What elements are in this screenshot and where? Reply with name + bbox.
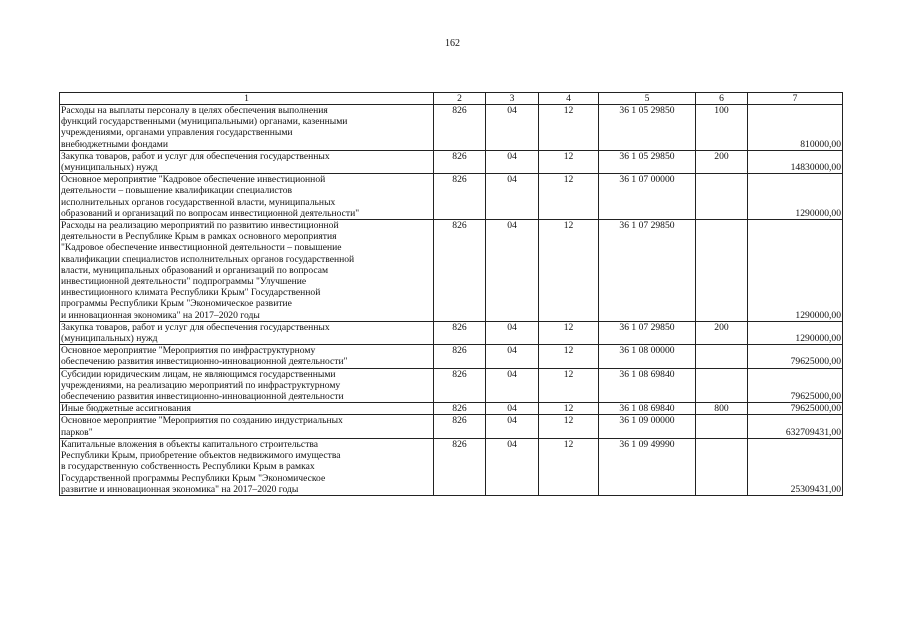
description-line: Капитальные вложения в объекты капитального строительства <box>61 438 319 450</box>
table-row <box>60 220 843 322</box>
code-cell-c5: 36 1 09 49990 <box>599 438 696 495</box>
description-line: Расходы на реализацию мероприятий по развитию инвестиционной <box>61 220 339 232</box>
column-header: 7 <box>748 93 843 105</box>
description-line: Государственной программы Республики Крым "Экономическое <box>61 472 326 484</box>
description-line: развитие и инновационная экономика" на 2017–2020 годы <box>61 483 299 495</box>
row-description <box>60 368 434 403</box>
description-line: Закупка товаров, работ и услуг для обеспечения государственных <box>61 150 330 162</box>
code-cell-c2: 826 <box>434 345 486 368</box>
code-cell-c5: 36 1 07 00000 <box>599 174 696 220</box>
code-cell-c4: 12 <box>539 220 599 322</box>
code-cell-c3: 04 <box>486 105 539 151</box>
table-row <box>60 438 843 495</box>
amount-cell: 25309431,00 <box>748 438 843 495</box>
row-description <box>60 345 434 368</box>
table-header-row <box>60 93 843 105</box>
description-line: Закупка товаров, работ и услуг для обеспечения государственных <box>61 321 330 333</box>
column-header: 4 <box>539 93 599 105</box>
column-header: 3 <box>486 93 539 105</box>
code-cell-c5: 36 1 09 00000 <box>599 415 696 438</box>
code-cell-c3: 04 <box>486 368 539 403</box>
amount-cell: 1290000,00 <box>748 321 843 344</box>
code-cell-c2: 826 <box>434 403 486 415</box>
code-cell-c4: 12 <box>539 368 599 403</box>
code-cell-c2: 826 <box>434 321 486 344</box>
code-cell-c5: 36 1 08 69840 <box>599 403 696 415</box>
table-row <box>60 174 843 220</box>
row-description <box>60 220 434 322</box>
code-cell-c3: 04 <box>486 415 539 438</box>
column-header: 5 <box>599 93 696 105</box>
code-cell-c6 <box>696 345 748 368</box>
amount-cell: 14830000,00 <box>748 150 843 173</box>
code-cell-c5: 36 1 07 29850 <box>599 220 696 322</box>
column-header: 6 <box>696 93 748 105</box>
description-line: парков" <box>61 426 93 438</box>
amount-cell: 810000,00 <box>748 105 843 151</box>
amount-cell: 1290000,00 <box>748 220 843 322</box>
description-line: "Кадровое обеспечение инвестиционной деятельности – повышение <box>61 242 342 254</box>
code-cell-c4: 12 <box>539 105 599 151</box>
description-line: Расходы на выплаты персоналу в целях обеспечения выполнения <box>61 105 328 116</box>
amount-cell: 79625000,00 <box>748 368 843 403</box>
description-line: Основное мероприятие "Кадровое обеспечение инвестиционной <box>61 174 326 186</box>
page-number: 162 <box>445 38 460 49</box>
column-header: 1 <box>60 93 434 105</box>
code-cell-c2: 826 <box>434 438 486 495</box>
table-body <box>60 105 843 496</box>
description-line: функций государственными (муниципальными) органами, казенными <box>61 116 348 128</box>
description-line: Основное мероприятие "Мероприятия по инфраструктурному <box>61 345 316 357</box>
amount-cell: 632709431,00 <box>748 415 843 438</box>
code-cell-c2: 826 <box>434 174 486 220</box>
code-cell-c3: 04 <box>486 345 539 368</box>
table-row <box>60 368 843 403</box>
code-cell-c3: 04 <box>486 150 539 173</box>
description-line: внебюджетными фондами <box>61 138 168 150</box>
code-cell-c3: 04 <box>486 438 539 495</box>
code-cell-c6 <box>696 368 748 403</box>
table-row <box>60 403 843 415</box>
code-cell-c4: 12 <box>539 415 599 438</box>
description-line: Иные бюджетные ассигнования <box>61 403 191 415</box>
description-line: в государственную собственность Республики Крым в рамках <box>61 461 315 473</box>
row-description <box>60 438 434 495</box>
budget-table <box>59 92 843 496</box>
code-cell-c2: 826 <box>434 415 486 438</box>
amount-cell: 79625000,00 <box>748 345 843 368</box>
description-line: Субсидии юридическим лицам, не являющимся государственными <box>61 368 336 380</box>
description-line: образований и организаций по вопросам инвестиционной деятельности" <box>61 207 360 219</box>
code-cell-c2: 826 <box>434 220 486 322</box>
row-description <box>60 415 434 438</box>
code-cell-c4: 12 <box>539 321 599 344</box>
code-cell-c5: 36 1 05 29850 <box>599 150 696 173</box>
table-row <box>60 345 843 368</box>
code-cell-c6: 100 <box>696 105 748 151</box>
code-cell-c3: 04 <box>486 220 539 322</box>
description-line: (муниципальных) нужд <box>61 333 158 345</box>
code-cell-c2: 826 <box>434 368 486 403</box>
description-line: обеспечению развития инвестиционно-инновационной деятельности <box>61 391 344 403</box>
code-cell-c6: 200 <box>696 321 748 344</box>
description-line: учреждениями, органами управления государственными <box>61 127 293 139</box>
code-cell-c3: 04 <box>486 321 539 344</box>
description-line: Основное мероприятие "Мероприятия по созданию индустриальных <box>61 415 343 427</box>
description-line: квалификации специалистов исполнительных органов государственной <box>61 253 355 265</box>
description-line: Республики Крым, приобретение объектов недвижимого имущества <box>61 450 341 462</box>
description-line: инвестиционного климата Республики Крым" Государственной <box>61 287 321 299</box>
code-cell-c5: 36 1 07 29850 <box>599 321 696 344</box>
table-row <box>60 105 843 151</box>
row-description <box>60 105 434 151</box>
code-cell-c4: 12 <box>539 345 599 368</box>
table-row <box>60 321 843 344</box>
amount-cell: 1290000,00 <box>748 174 843 220</box>
code-cell-c3: 04 <box>486 403 539 415</box>
row-description <box>60 403 434 415</box>
row-description <box>60 150 434 173</box>
code-cell-c6 <box>696 415 748 438</box>
code-cell-c6 <box>696 220 748 322</box>
amount-cell: 79625000,00 <box>748 403 843 415</box>
description-line: и инновационная экономика" на 2017–2020 годы <box>61 309 260 321</box>
description-line: учреждениями, на реализацию мероприятий по инфраструктурному <box>61 379 341 391</box>
code-cell-c4: 12 <box>539 150 599 173</box>
code-cell-c5: 36 1 08 00000 <box>599 345 696 368</box>
description-line: (муниципальных) нужд <box>61 162 158 174</box>
description-line: деятельности – повышение квалификации специалистов <box>61 185 293 197</box>
row-description <box>60 321 434 344</box>
description-line: программы Республики Крым "Экономическое развитие <box>61 298 292 310</box>
code-cell-c2: 826 <box>434 150 486 173</box>
code-cell-c4: 12 <box>539 174 599 220</box>
row-description <box>60 174 434 220</box>
code-cell-c6 <box>696 438 748 495</box>
description-line: исполнительных органов государственной власти, муниципальных <box>61 196 336 208</box>
table-row <box>60 415 843 438</box>
table-row <box>60 150 843 173</box>
code-cell-c6 <box>696 174 748 220</box>
code-cell-c5: 36 1 08 69840 <box>599 368 696 403</box>
description-line: власти, муниципальных образований и организаций по вопросам <box>61 264 329 276</box>
code-cell-c4: 12 <box>539 438 599 495</box>
code-cell-c5: 36 1 05 29850 <box>599 105 696 151</box>
description-line: инвестиционной деятельности" подпрограммы "Улучшение <box>61 276 307 288</box>
description-line: деятельности в Республике Крым в рамках основного мероприятия <box>61 231 337 243</box>
column-header: 2 <box>434 93 486 105</box>
code-cell-c6: 200 <box>696 150 748 173</box>
code-cell-c6: 800 <box>696 403 748 415</box>
description-line: обеспечению развития инвестиционно-инновационной деятельности" <box>61 356 348 368</box>
code-cell-c2: 826 <box>434 105 486 151</box>
code-cell-c4: 12 <box>539 403 599 415</box>
code-cell-c3: 04 <box>486 174 539 220</box>
